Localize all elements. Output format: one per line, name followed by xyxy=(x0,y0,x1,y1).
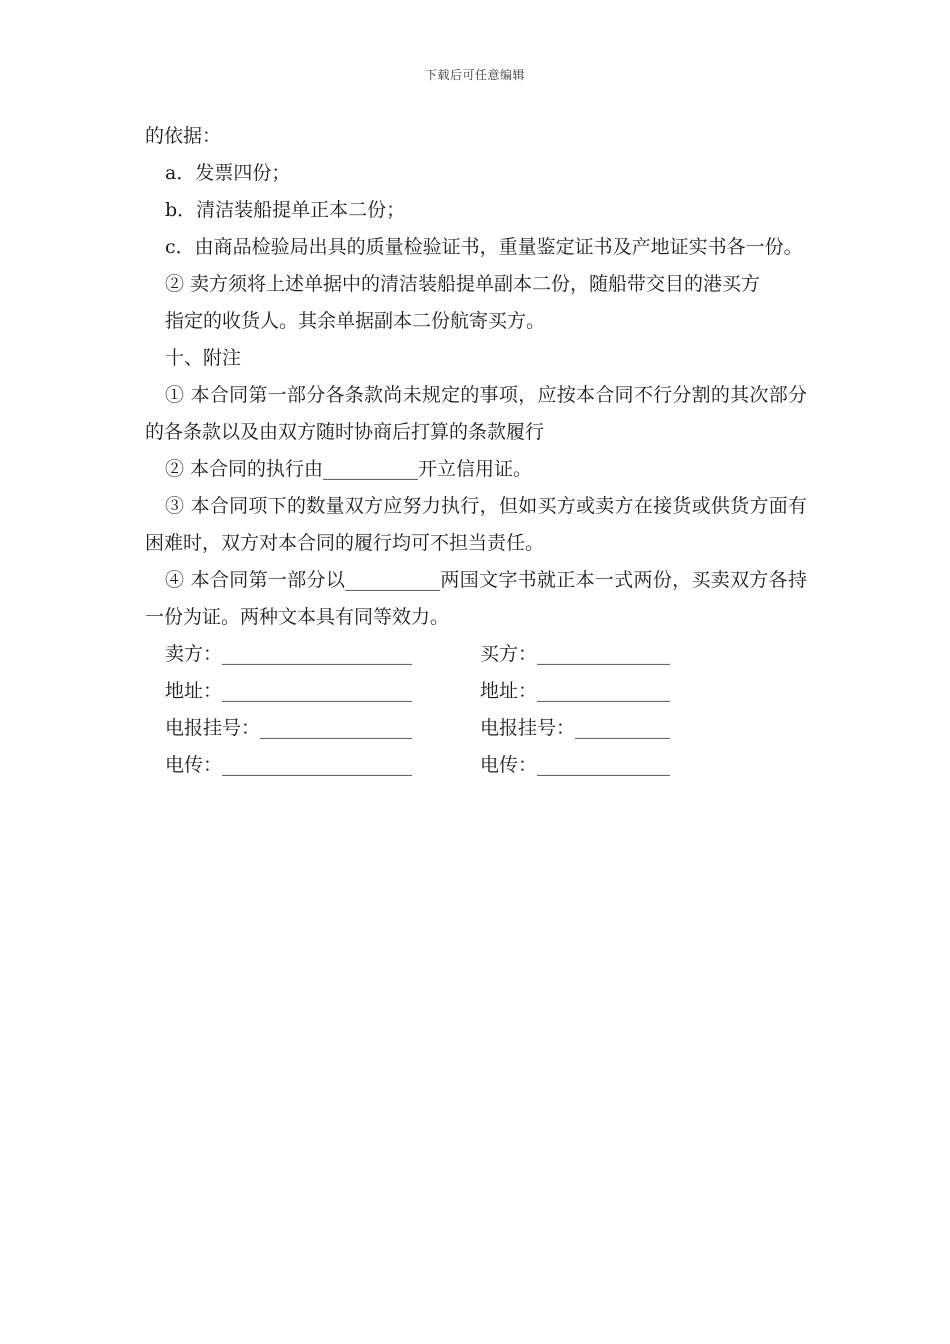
signature-row xyxy=(145,636,807,673)
buyer-address-field: 地址：______________ xyxy=(480,680,671,702)
list-item-invoice: a．发票四份； xyxy=(165,162,291,184)
signature-row xyxy=(145,747,807,784)
list-item-certificates: c．由商品检验局出具的质量检验证书，重量鉴定证书及产地证实书各一份。 xyxy=(165,236,803,258)
buyer-field: 买方：______________ xyxy=(480,643,671,665)
document-body xyxy=(145,118,807,784)
seller-cable-field: 电报挂号：________________ xyxy=(165,717,413,739)
buyer-telex-field: 电传：______________ xyxy=(480,754,671,776)
note-item-3: ③ 本合同项下的数量双方应努力执行，但如买方或卖方在接货或供货方面有困难时，双方对本合同的履行均可不担当责任。 xyxy=(145,495,807,554)
section-heading-notes: 十、附注 xyxy=(165,347,242,369)
seller-field: 卖方：____________________ xyxy=(165,643,413,665)
paragraph-seller-documents: ② 卖方须将上述单据中的清洁装船提单副本二份，随船带交目的港买方 xyxy=(165,273,761,295)
buyer-cable-field: 电报挂号：__________ xyxy=(480,717,671,739)
signature-block xyxy=(145,636,807,784)
page-header: 下载后可任意编辑 xyxy=(424,68,525,82)
note-item-1: ① 本合同第一部分各条款尚未规定的事项，应按本合同不行分割的其次部分的各条款以及由双方随时协商后打算的条款履行 xyxy=(145,384,807,443)
seller-telex-field: 电传：____________________ xyxy=(165,754,413,776)
signature-row xyxy=(145,673,807,710)
note-item-2: ② 本合同的执行由__________开立信用证。 xyxy=(165,458,533,480)
signature-row xyxy=(145,710,807,747)
seller-address-field: 地址：____________________ xyxy=(165,680,413,702)
paragraph-consignee: 指定的收货人。其余单据副本二份航寄买方。 xyxy=(165,310,546,332)
list-item-bill-of-lading: b．清洁装船提单正本二份； xyxy=(165,199,406,221)
paragraph-basis: 的依据： xyxy=(145,125,222,147)
note-item-4: ④ 本合同第一部分以__________两国文字书就正本一式两份，买卖双方各持一份为证。两种文本具有同等效力。 xyxy=(145,569,807,628)
